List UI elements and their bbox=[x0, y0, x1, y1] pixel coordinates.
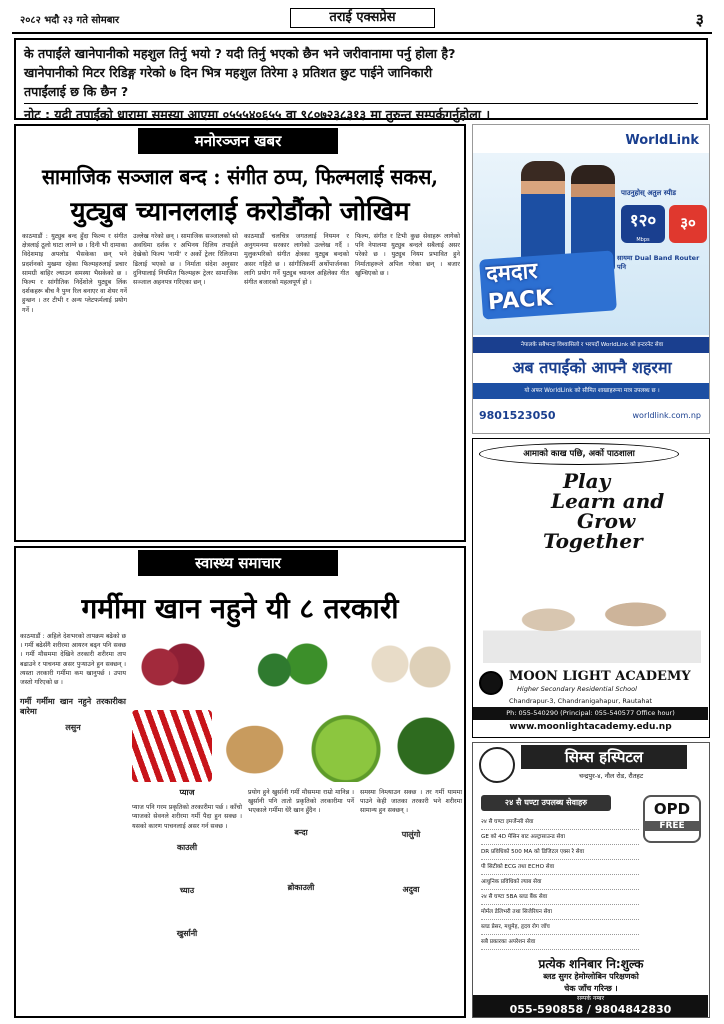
water-notice bbox=[14, 38, 708, 120]
service-item: GE को 4D मेसिन बाट अल्ट्रासाउन्ड सेवा bbox=[481, 830, 639, 845]
worldlink-offer-note: यो अफर WorldLink को सीमित शाखाहरूमा मात्र उपलब्ध छ । bbox=[473, 383, 710, 399]
moonlight-academy-ad[interactable] bbox=[472, 438, 710, 738]
notice-line-3: तपाईंलाई छ कि छैन ? bbox=[24, 84, 129, 99]
worldlink-subline: नेपालके सबैभन्दा विश्वासिलो र भरपर्दो WorldLink को इन्टरनेट सेवा bbox=[473, 337, 710, 353]
worldlink-cta: अब तपाईंको आफ्नै शहरमा bbox=[512, 358, 672, 377]
opd-text: OPD bbox=[653, 800, 691, 818]
service-list bbox=[481, 815, 639, 950]
health-col-2 bbox=[132, 788, 242, 1014]
service-item: मोर्मल डेलिभरी तथा सिजेरियन सेवा bbox=[481, 905, 639, 920]
subhead-chili: खुर्सानी bbox=[176, 929, 198, 939]
section-title: मनोरञ्जन खबर bbox=[138, 128, 338, 154]
grow-text: Grow bbox=[577, 509, 636, 533]
health-col-4 bbox=[360, 788, 462, 1014]
subhead-mushroom: च्याउ bbox=[179, 886, 195, 896]
academy-logo bbox=[479, 671, 503, 695]
health-col-2-text: प्याज पनि गरम प्रकृतिको तरकारीमा पर्छ । काँचो प्याजको सेवनले शरीरमा गर्मी पैदा हुन सक्छ । यसको कारण पाचनलाई असर गर्न सक्छ । bbox=[132, 804, 242, 830]
subhead-garlic: लसुन bbox=[65, 723, 81, 733]
subhead-ginger: अदुवा bbox=[402, 884, 420, 894]
together-text: Together bbox=[543, 529, 643, 553]
article-col-2: उल्लेख गरेको छन् । सामाजिक सञ्जालको सो अवधिमा दर्शक र अभिनय दिलिय तपाईंले देखेको फिल्म 'नामी' र अर्को ट्रेलर रिलिजमा ढिलाई भएको छ । निर्माता संदेश अनुसार दुनियालाई नियमित फिल्महरू ट्रेलर सामाजिक सञ्जाल अहनपत्र गरिएका छन् । bbox=[133, 233, 238, 287]
onion-image bbox=[132, 634, 212, 694]
damdar-pack-banner: दमदार PACK bbox=[479, 250, 617, 319]
play-text: Play bbox=[563, 469, 611, 493]
academy-subtitle: Higher Secondary Residential School bbox=[517, 685, 637, 693]
notice-line-2: खानेपानीको मिटर रिडिङ्ग गरेको ७ दिन भित्र महशुल तिरेमा ३ प्रतिशत छुट पाईने जानिकारी bbox=[24, 65, 433, 80]
academy-slogan: आमाको काख पछि, अर्को पाठशाला bbox=[479, 443, 679, 465]
router-text: सायमा Dual Band Router पनि bbox=[617, 254, 700, 271]
subhead-list-intro: गर्मी गर्मीमा खान नहुने तरकारीका बारेमा bbox=[20, 697, 126, 717]
service-item: सबै प्रकारका अपरेशन सेवा bbox=[481, 935, 639, 950]
opd-free-badge bbox=[643, 795, 701, 843]
spinach-image bbox=[390, 710, 462, 782]
red-chili-image bbox=[132, 710, 212, 782]
masthead: तराई एक्सप्रेस bbox=[290, 8, 435, 28]
services-badge: २४ सै घण्टा उपलब्ध सेवाहरु bbox=[481, 795, 611, 811]
free-saturday-text: प्रत्येक शनिबार नि:शुल्क bbox=[538, 957, 644, 971]
hospital-name: सिम्स हस्पिटल bbox=[521, 745, 687, 769]
academy-name: MOON LIGHT ACADEMY bbox=[509, 669, 691, 684]
hospital-logo bbox=[479, 747, 515, 783]
worldlink-logo: WorldLink bbox=[625, 133, 699, 148]
contact-label: सम्पर्क नम्बर bbox=[576, 995, 605, 1002]
academy-website[interactable]: www.moonlightacademy.edu.np bbox=[509, 722, 672, 732]
learn-text: Learn and bbox=[551, 489, 665, 513]
sims-hospital-ad[interactable] bbox=[472, 742, 710, 1018]
service-item: आधुनिक प्रविधिको ल्याब सेवा bbox=[481, 875, 639, 890]
subhead-spinach: पालुंगो bbox=[401, 829, 421, 839]
issue-date: २०८२ भदौ २३ गते सोमबार bbox=[20, 15, 120, 26]
mushroom-image bbox=[360, 634, 460, 694]
free-test-text: ब्लड सुगर हेमोग्लोबिन परिक्षणको bbox=[543, 972, 639, 981]
free-text: FREE bbox=[645, 821, 699, 831]
subhead-broccoli: ब्रोकाउली bbox=[287, 882, 315, 892]
subhead-cauliflower: काउली bbox=[176, 842, 198, 852]
subhead-onion: प्याज bbox=[179, 788, 195, 797]
health-col-3 bbox=[248, 788, 354, 1014]
page-header bbox=[12, 6, 712, 34]
health-section bbox=[14, 546, 466, 1018]
free-test-text-2: चेक जाँच गरिन्छ । bbox=[564, 984, 618, 993]
worldlink-tagline: पाउनुहोस् अतुल स्पीड bbox=[621, 189, 676, 197]
service-item: DR प्रविधिको 500 MA को डिजिटल एक्स रे सेवा bbox=[481, 845, 639, 860]
contact-strip[interactable] bbox=[473, 995, 708, 1017]
health-col-1-text: काठमाडौं : अहिले देशभरको तापक्रम बढेको छ । गर्मी बढेसँगै शरीरमा आयरन बढ्न पनि सक्छ । गर्मी मौसममा देखिने तरकारी शरीरमा ताप बढाउने र पाचनमा असर पुर्‍याउने हुन सक्छन् । त्यस्ता तरकारी गर्मीमा कम खानुपर्छ । उपाय जस्तो गरिएको छ । bbox=[20, 633, 126, 687]
academy-phone[interactable]: Ph: 055-540290 (Principal: 055-540577 Office hour) bbox=[473, 707, 708, 720]
notice-line-4: नोट : यदी तपाईंको धारामा समस्या आएमा ०५५५४०६५५ वा ९८०७२३८३१३ मा तुरुन्त सम्पर्कगर्नुहोला । bbox=[24, 103, 698, 124]
worldlink-website[interactable]: worldlink.com.np bbox=[632, 411, 701, 420]
article-col-1: काठमाडौं : युट्युब बन्द हुँदा फिल्म र संगीत क्षेत्रलाई ठूलो घाटा लाग्ने छ । दिनी भी दामाका विदेशमाइ अपलोड भैसकेका छन् भने प्रदर्शनको मुखमा रहेका फिल्महरुलाई प्रचार सामग्री बाहिर ल्याउन समस्या भैसकेको छ । फिल्म र सांगीतिक निर्देशोले युट्युब लिंक दर्शकहरू बीच नै पुग्न रिल बनाएर वा शेयर गर्ने हुन्छन । तर टीभी र अन्य प्लेटफर्मलाई प्रयोग गर्ने । bbox=[22, 233, 127, 314]
worldlink-phone[interactable]: 9801523050 bbox=[479, 409, 556, 422]
price-badge: ३० bbox=[669, 205, 707, 243]
service-item: २४ सै घण्टा इमर्जेन्सी सेवा bbox=[481, 815, 639, 830]
hospital-address: चन्द्रपुर-४, नौल रोड, रौतहट bbox=[578, 772, 644, 780]
speed-badge: १२० bbox=[621, 205, 665, 243]
health-col-3-text: प्रयोग हुने खुर्सानी गर्मी मौसममा राम्रो मानिन्न । खुर्सानी पनि तातो प्रकृतिको तरकारीमा पर्ने भएकाले गर्मीमा धेरै खान हुँदैन । bbox=[248, 789, 354, 815]
contact-number[interactable]: 055-590858 / 9804842830 bbox=[509, 1003, 672, 1016]
academy-address: Chandrapur-3, Chandranigahapur, Rautahat bbox=[509, 697, 653, 705]
section-title: स्वास्थ्य समाचार bbox=[138, 550, 338, 576]
health-col-1 bbox=[20, 632, 126, 1014]
notice-line-1: के तपाईंले खानेपानीको महशुल तिर्नु भयो ? यदी तिर्नु भएको छैन भने जरीवानामा पर्नु होला है? bbox=[24, 46, 456, 61]
children-reading-image bbox=[483, 555, 701, 663]
ginger-image bbox=[216, 710, 302, 782]
article-col-3: काठमाडौं चलचित्र जगतलाई नियमन र अनुगमनमा सरकार लागेको उल्लेख गर्दै । मुलुकभरिको संगीत क्षेत्रका युट्युब बन्दको असर गहिरो छ । सांगीतिकर्मी अर्थोपार्जनका लागि प्रयोग गर्ने युट्युब च्यानल अहिलेका गीत संगीत बजारको महत्वपूर्ण हो । bbox=[244, 233, 349, 287]
article-columns bbox=[22, 232, 460, 538]
service-item: २४ सै घण्टा 5BA ब्लड बैंक सेवा bbox=[481, 890, 639, 905]
worldlink-ad[interactable] bbox=[472, 124, 710, 434]
health-col-4-text: समस्या निम्त्याउन सक्छ । तर गर्मी याममा पाउने केही जातका तरकारी भने शरीरमा सामान्य हुन सक्छन् । bbox=[360, 789, 462, 815]
service-item: पी सिटीको ECG तथा ECHO सेवा bbox=[481, 860, 639, 875]
speed-unit: Mbps bbox=[636, 237, 650, 243]
headline-line-2: युट्युब च्यानललाई करोडौंको जोखिम bbox=[70, 197, 410, 227]
service-item: ब्लड प्रेसर, मधुमेह, हृदय रोग जाँच bbox=[481, 920, 639, 935]
article-col-4: फिल्म, संगीत र टिभी कुछ सेवाहरू लागेको पनि नेपालमा युट्युब बन्दले सबैलाई असर परेको छ । युट्युब नियम प्रभावित हुने निर्माताहरूले अपिल गरेका छन् । बजार खुम्चिएको छ । bbox=[355, 233, 460, 277]
subhead-cabbage: बन्दा bbox=[294, 827, 308, 837]
green-chili-image bbox=[242, 634, 350, 694]
headline-line-1: सामाजिक सञ्जाल बन्द : संगीत ठप्प, फिल्मलाई सकस, bbox=[41, 164, 439, 189]
cabbage-image bbox=[306, 710, 386, 782]
health-headline: गर्मीमा खान नहुने यी ८ तरकारी bbox=[81, 592, 399, 625]
page-number: ३ bbox=[695, 10, 704, 29]
entertainment-section bbox=[14, 124, 466, 542]
